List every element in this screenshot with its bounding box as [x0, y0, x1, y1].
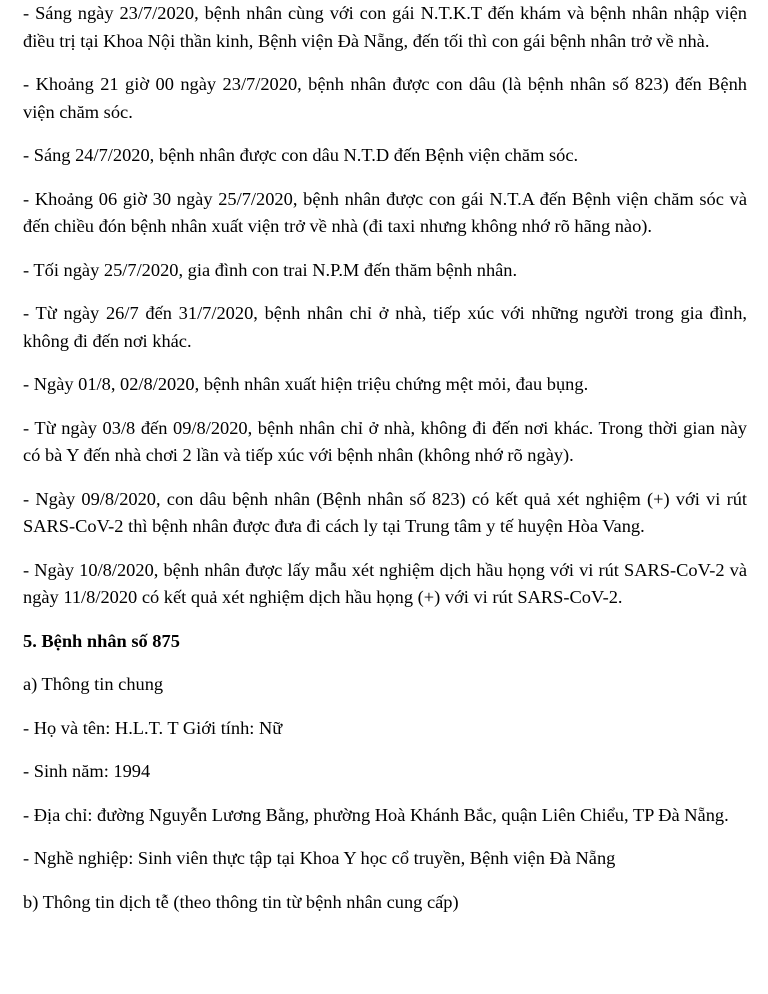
timeline-paragraph: - Ngày 10/8/2020, bệnh nhân được lấy mẫu xét nghiệm dịch hầu họng với vi rút SARS-CoV-2 và ngày 11/8/2020 có kết quả xét nghiệm dịch hầu họng (+) với vi rút SARS-CoV-2. — [23, 559, 747, 607]
section-heading: 5. Bệnh nhân số 875 — [23, 630, 180, 651]
timeline-paragraph: - Ngày 09/8/2020, con dâu bệnh nhân (Bệnh nhân số 823) có kết quả xét nghiệm (+) với vi rút SARS-CoV-2 thì bệnh nhân được đưa đi cách ly tại Trung tâm y tế huyện Hòa Vang. — [23, 488, 747, 536]
address-line: - Địa chỉ: đường Nguyễn Lương Bằng, phường Hoà Khánh Bắc, quận Liên Chiểu, TP Đà Nẵng. — [23, 804, 729, 825]
timeline-paragraph: - Từ ngày 03/8 đến 09/8/2020, bệnh nhân chỉ ở nhà, không đi đến nơi khác. Trong thời gian này có bà Y đến nhà chơi 2 lần và tiếp xúc với bệnh nhân (không nhớ rõ ngày). — [23, 417, 747, 465]
birth-year-line: - Sinh năm: 1994 — [23, 761, 151, 781]
timeline-paragraph: - Sáng ngày 23/7/2020, bệnh nhân cùng với con gái N.T.K.T đến khám và bệnh nhân nhập viện điều trị tại Khoa Nội thần kinh, Bệnh viện Đà Nẵng, đến tối thì con gái bệnh nhân trở về nhà. — [23, 3, 747, 51]
document-body — [23, 0, 747, 932]
timeline-paragraph: - Khoảng 21 giờ 00 ngày 23/7/2020, bệnh nhân được con dâu (là bệnh nhân số 823) đến Bệnh viện chăm sóc. — [23, 74, 747, 122]
name-gender-line: - Họ và tên: H.L.T. T Giới tính: Nữ — [23, 717, 283, 738]
epi-info-title: b) Thông tin dịch tễ (theo thông tin từ bệnh nhân cung cấp) — [23, 891, 459, 912]
timeline-paragraph: - Sáng 24/7/2020, bệnh nhân được con dâu N.T.D đến Bệnh viện chăm sóc. — [23, 145, 579, 165]
timeline-paragraph: - Từ ngày 26/7 đến 31/7/2020, bệnh nhân chỉ ở nhà, tiếp xúc với những người trong gia đình, không đi đến nơi khác. — [23, 303, 747, 351]
timeline-paragraph: - Tối ngày 25/7/2020, gia đình con trai N.P.M đến thăm bệnh nhân. — [23, 259, 518, 280]
timeline-paragraph: - Khoảng 06 giờ 30 ngày 25/7/2020, bệnh nhân được con gái N.T.A đến Bệnh viện chăm sóc và đến chiều đón bệnh nhân xuất viện trở về nhà (đi taxi nhưng không nhớ rõ hãng nào). — [23, 188, 747, 236]
timeline-paragraph: - Ngày 01/8, 02/8/2020, bệnh nhân xuất hiện triệu chứng mệt mỏi, đau bụng. — [23, 374, 589, 394]
general-info-title: a) Thông tin chung — [23, 674, 164, 694]
occupation-line: - Nghề nghiệp: Sinh viên thực tập tại Khoa Y học cổ truyền, Bệnh viện Đà Nẵng — [23, 848, 616, 868]
